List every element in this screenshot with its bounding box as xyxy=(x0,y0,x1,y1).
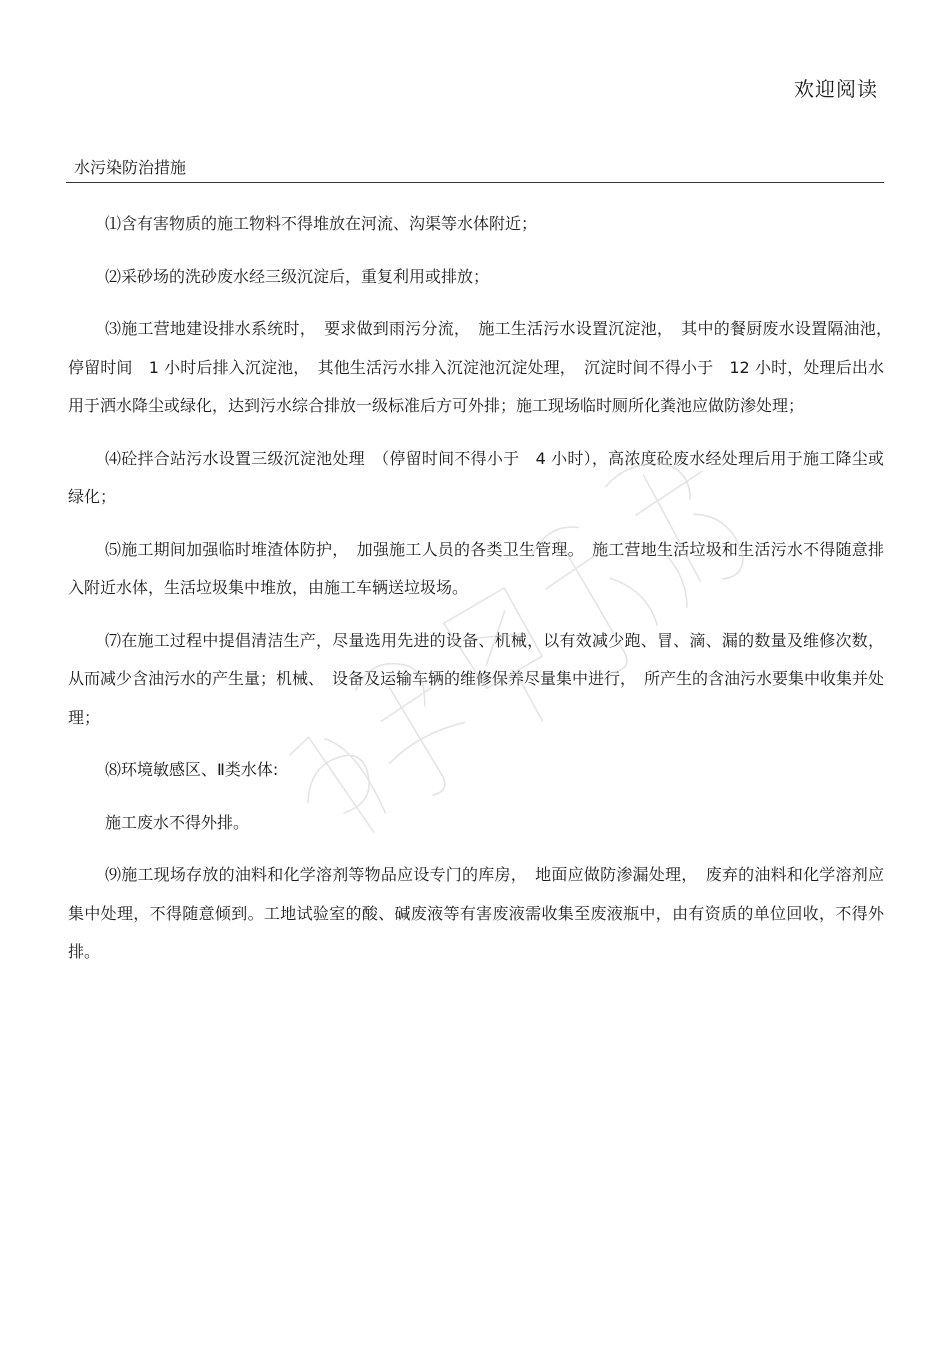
document-body xyxy=(68,205,901,986)
title-bar xyxy=(66,155,884,183)
paragraph-9: ⑼施工现场存放的油料和化学溶剂等物品应设专门的库房， 地面应做防渗漏处理， 废弃的油料和化学溶剂应集中处理，不得随意倾到。工地试验室的酸、碱废液等有害废液需收集至废液瓶中，由有资质的单位回收，不得外排。 xyxy=(68,865,884,961)
paragraph-5: ⑸施工期间加强临时堆渣体防护， 加强施工人员的各类卫生管理。 施工营地生活垃圾和生活污水不得随意排入附近水体，生活垃圾集中堆放，由施工车辆送垃圾场。 xyxy=(68,539,884,597)
header-welcome-text: 欢迎阅读 xyxy=(794,77,878,101)
paragraph-2: ⑵采砂场的洗砂废水经三级沉淀后，重复利用或排放； xyxy=(105,266,490,286)
paragraph-1: ⑴含有害物质的施工物料不得堆放在河流、沟渠等水体附近； xyxy=(105,214,538,233)
paragraph-3: ⑶施工营地建设排水系统时， 要求做到雨污分流， 施工生活污水设置沉淀池， 其中的餐厨废水设置隔油池， 停留时间 1 小时后排入沉淀池， 其他生活污水排入沉淀池沉淀处理， 沉淀时间不得小于 12 小时，处理后出水用于洒水降尘或绿化，达到污水综合排放一级标准后方可外排；施工现场临时厕所化粪池应做防渗处理； xyxy=(68,319,901,415)
paragraph-4: ⑷砼拌合站污水设置三级沉淀池处理 （停留时间不得小于 4 小时），高浓度砼废水经处理后用于施工降尘或绿化； xyxy=(68,448,884,506)
page-title: 水污染防治措施 xyxy=(74,158,187,177)
paragraph-8-detail: 施工废水不得外排。 xyxy=(105,812,250,832)
paragraph-8: ⑻环境敏感区、Ⅱ类水体: xyxy=(105,760,279,779)
paragraph-7: ⑺在施工过程中提倡清洁生产，尽量选用先进的设备、机械，以有效减少跑、冒、滴、漏的数量及维修次数，从而减少含油污水的产生量；机械、 设备及运输车辆的维修保养尽量集中进行， 所产生的含油污水要集中收集并处理； xyxy=(68,630,885,727)
